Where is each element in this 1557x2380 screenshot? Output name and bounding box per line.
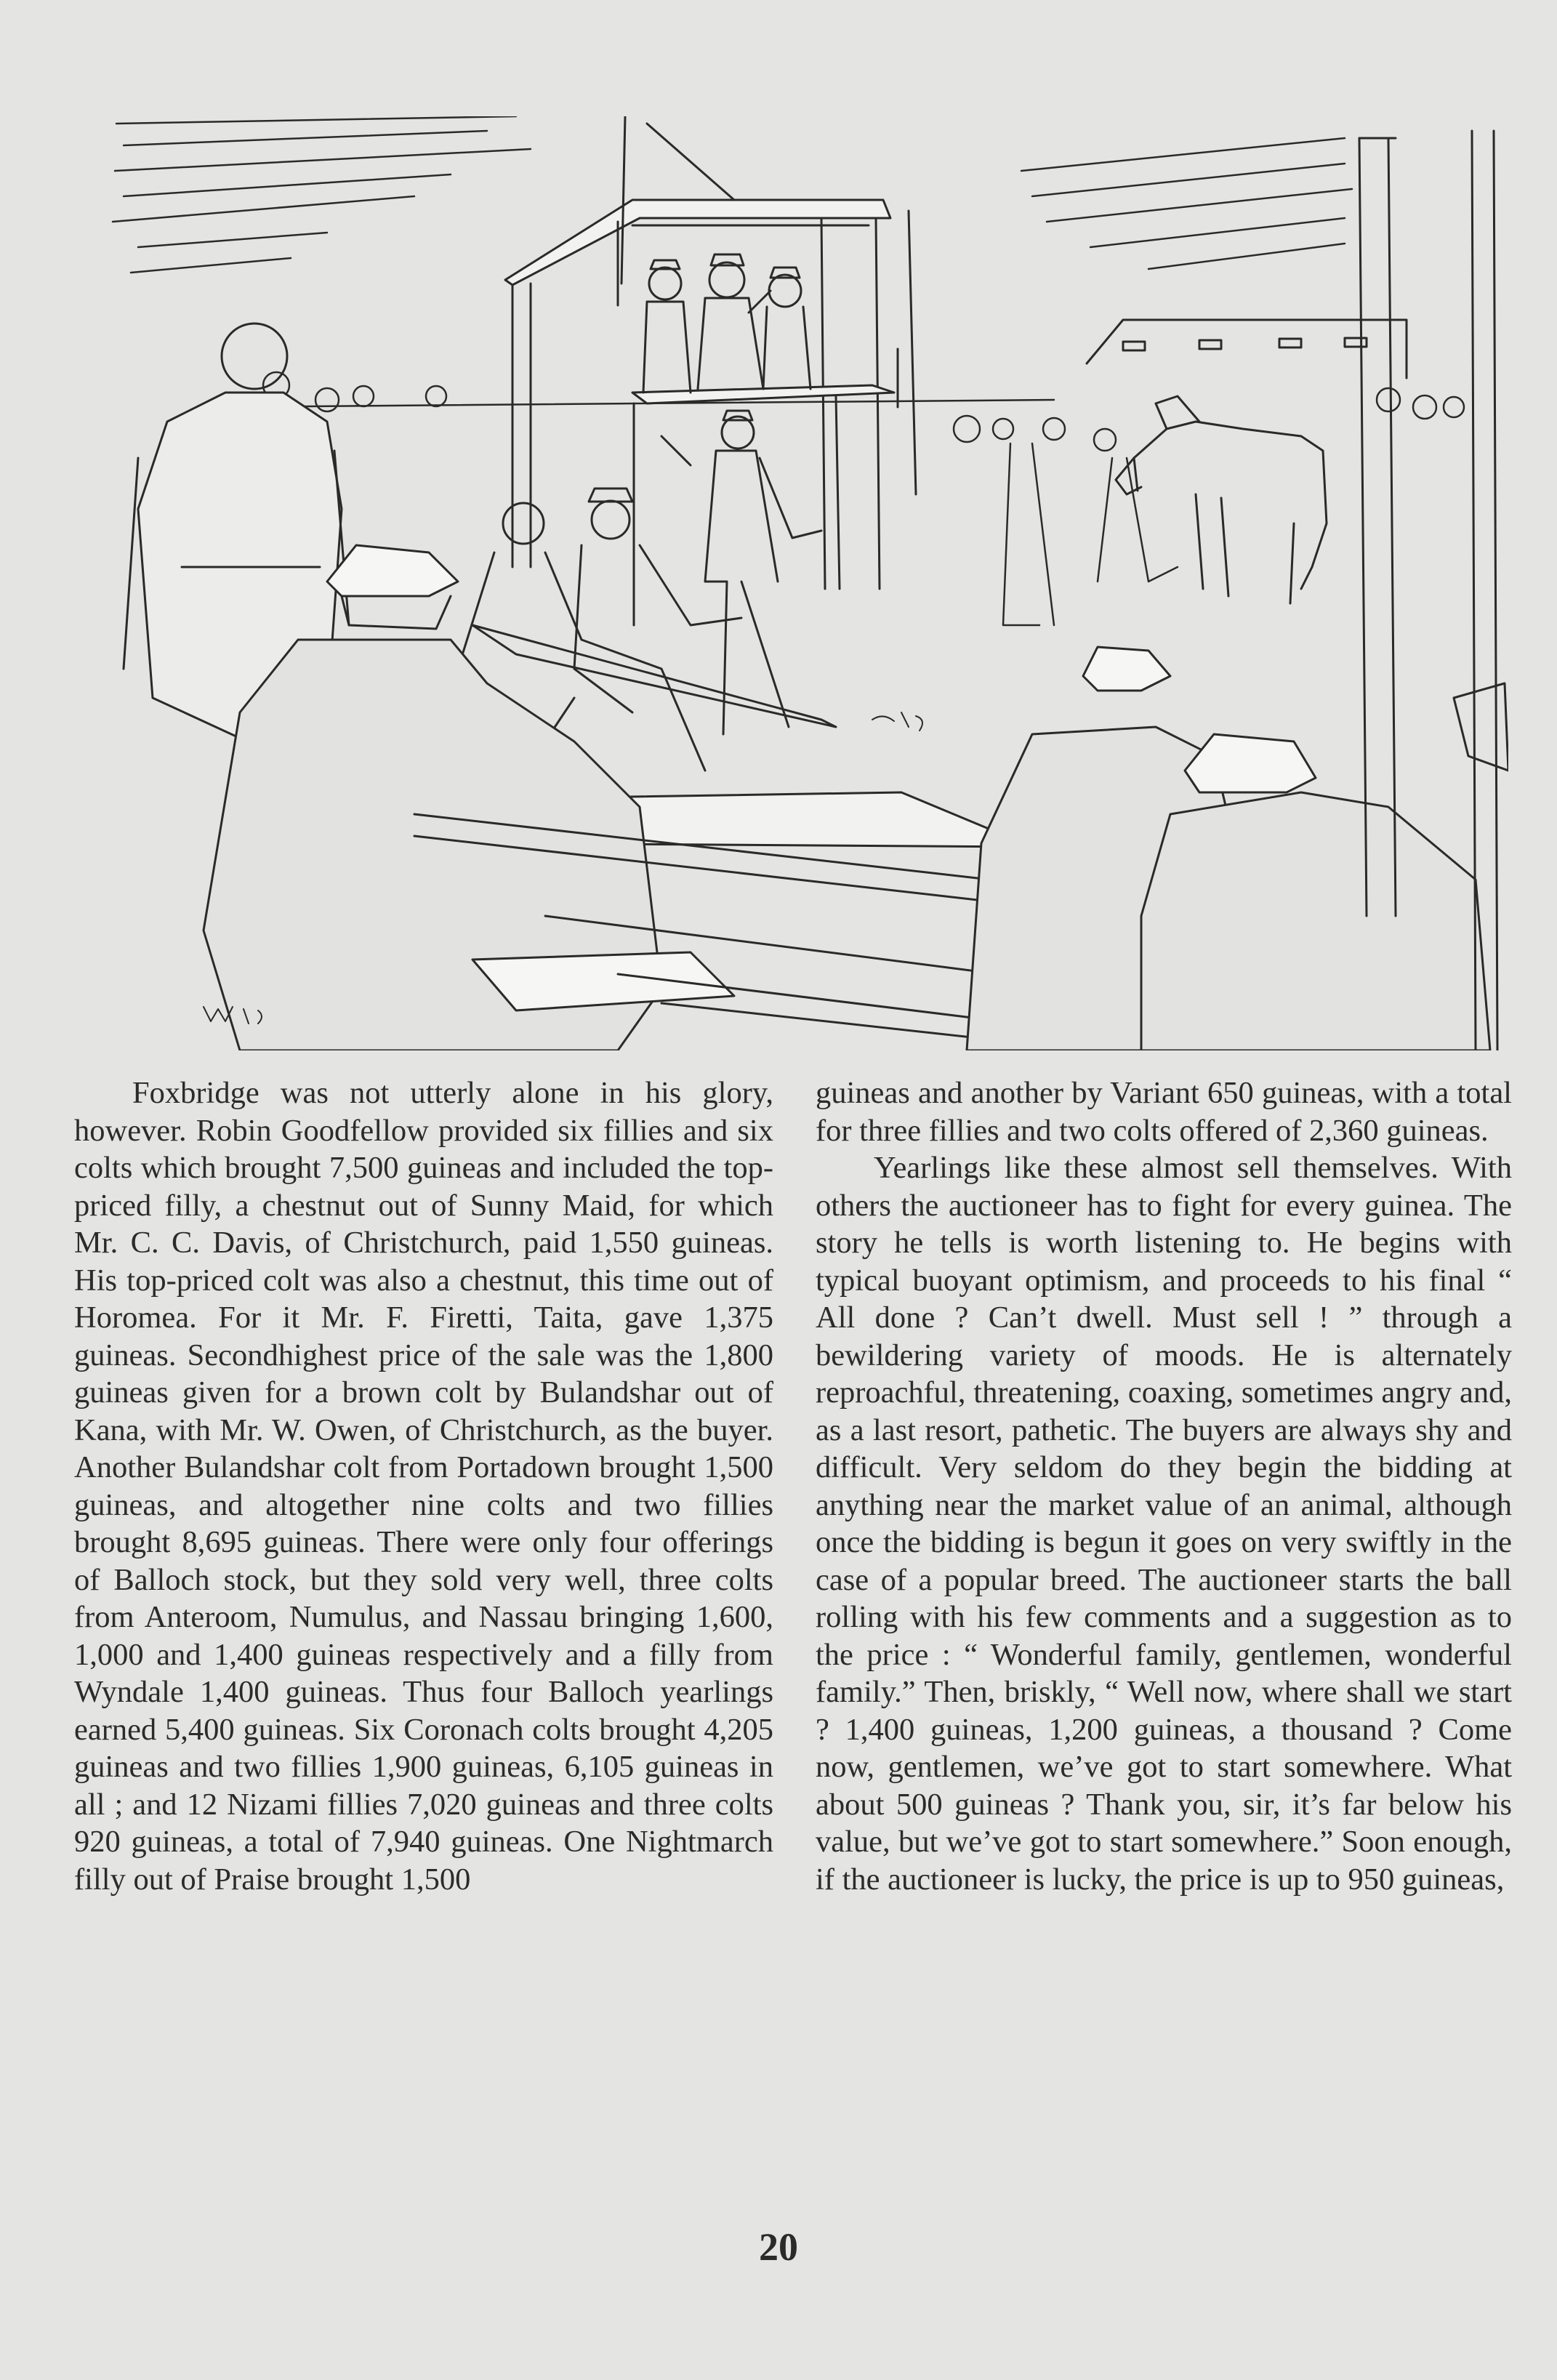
ring-attendant xyxy=(661,411,821,734)
auction-illustration xyxy=(109,116,1508,1050)
page-number: 20 xyxy=(759,2225,798,2269)
barn xyxy=(1087,320,1407,378)
foreground-right-men xyxy=(967,647,1508,1050)
text-column-right xyxy=(816,1074,1512,1898)
auctioneer-stand xyxy=(505,116,916,625)
paragraph-foxbridge: Foxbridge was not utterly alone in his glory, however. Robin Goodfellow provided six fillies and six colts which brought 7,500 guineas and included the top-priced filly, a chestnut out of Sunny Maid, for which Mr. C. C. Davis, of Christchurch, paid 1,550 guineas. His top-priced colt was also a chestnut, this time out of Horomea. For it Mr. F. Firetti, Taita, gave 1,375 guineas. Secondhighest price of the sale was the 1,800 guineas given for a brown colt by Bulandshar out of Kana, with Mr. W. Owen, of Christchurch, as the buyer. Another Bulandshar colt from Portadown brought 1,500 guineas, and altogether nine colts and two fillies brought 8,695 guineas. There were only four offerings of Balloch stock, but they sold very well, three colts from Anteroom, Numulus, and Nassau bringing 1,600, 1,000 and 1,400 guineas respectively and a filly from Wyndale 1,400 guineas. Thus four Balloch yearlings earned 5,400 guineas. Six Coronach colts brought 4,205 guineas and two fillies 1,900 guineas, 6,105 guineas in all ; and 12 Nizami fillies 7,020 guineas and three colts 920 guineas, a total of 7,940 guineas. One Nightmarch filly out of Praise brought 1,500 xyxy=(74,1076,773,1897)
auctioneer-figures xyxy=(643,254,810,393)
sky-hatching-left xyxy=(113,116,531,273)
text-column-left xyxy=(74,1074,773,1898)
paragraph-continuation: guineas and another by Variant 650 guineas, with a total for three fillies and two colts offered of 2,360 guineas. xyxy=(816,1076,1512,1148)
paragraph-yearlings: Yearlings like these almost sell themselves. With others the auctioneer has to fight for every guinea. The story he tells is worth listening to. He begins with typical buoyant optimism, and proceeds to his final “ All done ? Can’t dwell. Must sell ! ” through a bewildering variety of moods. He is alternately reproachful, threatening, coaxing, sometimes angry and, as a last resort, pathetic. The buyers are always shy and difficult. Very seldom do they begin the bidding at anything near the market value of an animal, although once the bidding is begun it goes on very swiftly in the case of a popular breed. The auctioneer starts the ball rolling with his few comments and a suggestion as to the price : “ Wonderful family, gentlemen, wonderful family.” Then, briskly, “ Well now, where shall we start ? 1,400 guineas, 1,200 guineas, a thousand ? Come now, gentlemen, we’ve got to start somewhere. What about 500 guineas ? Thank you, sir, it’s far below his value, but we’ve got to start somewhere.” Soon enough, if the auctioneer is lucky, the price is up to 950 guineas, xyxy=(816,1151,1512,1897)
sky-hatching-right xyxy=(1021,138,1352,269)
